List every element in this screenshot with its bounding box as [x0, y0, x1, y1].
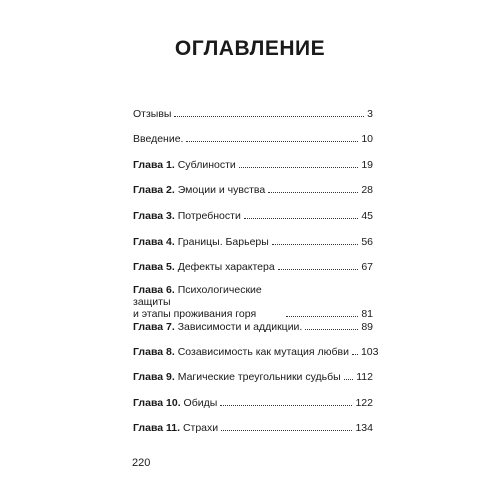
- toc-entry-introduction[interactable]: [133, 133, 373, 145]
- toc-entry-text: [133, 422, 218, 434]
- toc-entry-text: [133, 397, 217, 409]
- dot-leader: [305, 329, 358, 330]
- page-number: 67: [361, 261, 373, 273]
- chapter-label: Глава 9.: [133, 371, 175, 383]
- entry-title: Сублиности: [177, 159, 236, 171]
- entry-title: Дефекты характера: [177, 261, 275, 273]
- toc-entry-text: [133, 236, 269, 248]
- dot-leader: [174, 116, 364, 117]
- chapter-label: Глава 4.: [133, 236, 175, 248]
- page-number: 89: [361, 321, 373, 333]
- toc-entry-chapter-3[interactable]: [133, 210, 373, 222]
- entry-title: Введение.: [133, 133, 184, 145]
- dot-leader: [286, 316, 358, 317]
- toc-entry-text: [133, 108, 171, 120]
- entry-title: Эмоции и чувства: [177, 184, 266, 196]
- dot-leader: [278, 269, 359, 270]
- page-number: 3: [367, 108, 373, 120]
- page-number: 19: [361, 159, 373, 171]
- chapter-label: Глава 10.: [133, 397, 181, 409]
- toc-entry-text: [133, 159, 236, 171]
- toc-entry-chapter-10[interactable]: [133, 397, 373, 409]
- toc-entry-text: [133, 321, 302, 333]
- page-number: 103: [360, 346, 379, 358]
- dot-leader: [244, 218, 359, 219]
- chapter-label: Глава 6.: [133, 284, 175, 296]
- dot-leader: [220, 405, 352, 406]
- chapter-label: Глава 8.: [133, 346, 175, 358]
- toc-entry-text: [133, 346, 349, 358]
- entry-title: Зависимости и аддикции.: [177, 321, 303, 333]
- chapter-label: Глава 7.: [133, 321, 175, 333]
- page-number: 122: [355, 397, 373, 409]
- entry-title: Потребности: [177, 210, 241, 222]
- entry-title: Обиды: [183, 397, 218, 409]
- entry-title: Магические треугольники судьбы: [177, 371, 341, 383]
- page-number: 112: [356, 371, 373, 383]
- toc-entry-chapter-11[interactable]: [133, 422, 373, 434]
- toc-entry-chapter-6[interactable]: [133, 284, 373, 320]
- toc-entry-text: [133, 184, 265, 196]
- toc-entry-chapter-7[interactable]: [133, 321, 373, 333]
- page-number: 56: [361, 236, 373, 248]
- toc-entry-text: [133, 133, 183, 145]
- page-number: 81: [361, 308, 373, 320]
- dot-leader: [344, 379, 354, 380]
- page-title: ОГЛАВЛЕНИЕ: [174, 37, 326, 60]
- toc-entry-chapter-4[interactable]: [133, 236, 373, 248]
- toc-entry-chapter-1[interactable]: [133, 159, 373, 171]
- page-folio-number: 220: [132, 457, 151, 469]
- entry-title: Отзывы: [133, 108, 172, 120]
- page-number: 45: [361, 210, 373, 222]
- entry-title: Созависимость как мутация любви: [177, 346, 349, 358]
- entry-title: Границы. Барьеры: [177, 236, 269, 248]
- dot-leader: [186, 141, 358, 142]
- page-number: 10: [361, 133, 373, 145]
- chapter-label: Глава 1.: [133, 159, 175, 171]
- entry-title-line-2: и этапы проживания горя: [133, 308, 257, 320]
- dot-leader: [268, 192, 358, 193]
- toc-entry-chapter-8[interactable]: [133, 346, 379, 358]
- dot-leader: [352, 354, 358, 355]
- chapter-label: Глава 2.: [133, 184, 175, 196]
- toc-entry-chapter-2[interactable]: [133, 184, 373, 196]
- toc-entry-text: [133, 210, 241, 222]
- dot-leader: [221, 430, 352, 431]
- entry-title: Психологические защиты: [133, 284, 262, 308]
- toc-entry-text: [133, 371, 341, 383]
- page-number: 28: [361, 184, 373, 196]
- chapter-label: Глава 3.: [133, 210, 175, 222]
- page-number: 134: [355, 422, 373, 434]
- chapter-label: Глава 11.: [133, 422, 181, 434]
- toc-entry-text: [133, 284, 283, 320]
- toc-entry-text: [133, 261, 275, 273]
- toc-entry-chapter-5[interactable]: [133, 261, 373, 273]
- dot-leader: [272, 244, 359, 245]
- entry-title: Страхи: [182, 422, 219, 434]
- toc-entry-reviews[interactable]: [133, 108, 373, 120]
- chapter-label: Глава 5.: [133, 261, 175, 273]
- toc-entry-chapter-9[interactable]: [133, 371, 373, 383]
- dot-leader: [239, 167, 359, 168]
